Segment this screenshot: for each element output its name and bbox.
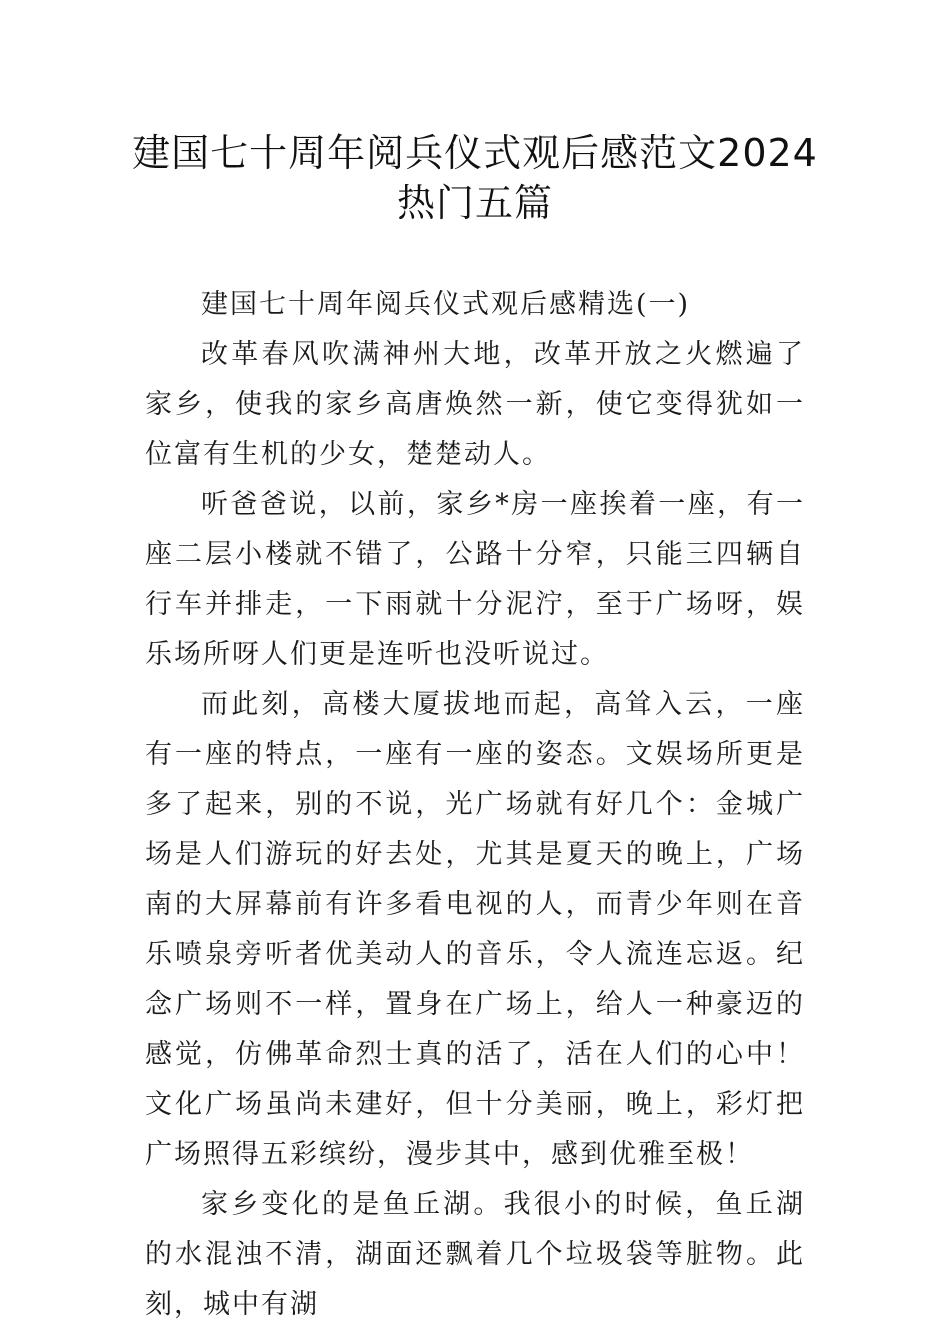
title-line-2: 热门五篇 (396, 181, 553, 225)
section-heading: 建国七十周年阅兵仪式观后感精选(一) (201, 289, 691, 320)
title-line-1: 建国七十周年阅兵仪式观后感范文2024 (132, 131, 818, 175)
document-body (145, 280, 805, 1320)
paragraph: 而此刻，高楼大厦拔地而起，高耸入云，一座有一座的特点，一座有一座的姿态。文娱场所更是多了起来，别的不说，光广场就有好几个：金城广场是人们游玩的好去处，尤其是夏天的晚上，广场南的大屏幕前有许多看电视的人，而青少年则在音乐喷泉旁听者优美动人的音乐，令人流连忘返。纪念广场则不一样，置身在广场上，给人一种豪迈的感觉，仿佛革命烈士真的活了，活在人们的心中！文化广场虽尚未建好，但十分美丽，晚上，彩灯把广场照得五彩缤纷，漫步其中，感到优雅至极！ (145, 689, 805, 1170)
paragraph: 听爸爸说，以前，家乡*房一座挨着一座，有一座二层小楼就不错了，公路十分窄，只能三四辆自行车并排走，一下雨就十分泥泞，至于广场呀，娱乐场所呀人们更是连听也没听说过。 (145, 489, 805, 670)
paragraph: 改革春风吹满神州大地，改革开放之火燃遍了家乡，使我的家乡高唐焕然一新，使它变得犹如一位富有生机的少女，楚楚动人。 (145, 339, 805, 470)
paragraph: 家乡变化的是鱼丘湖。我很小的时候，鱼丘湖的水混浊不清，湖面还飘着几个垃圾袋等脏物。此刻，城中有湖 (145, 1189, 805, 1320)
document-title (120, 128, 830, 228)
